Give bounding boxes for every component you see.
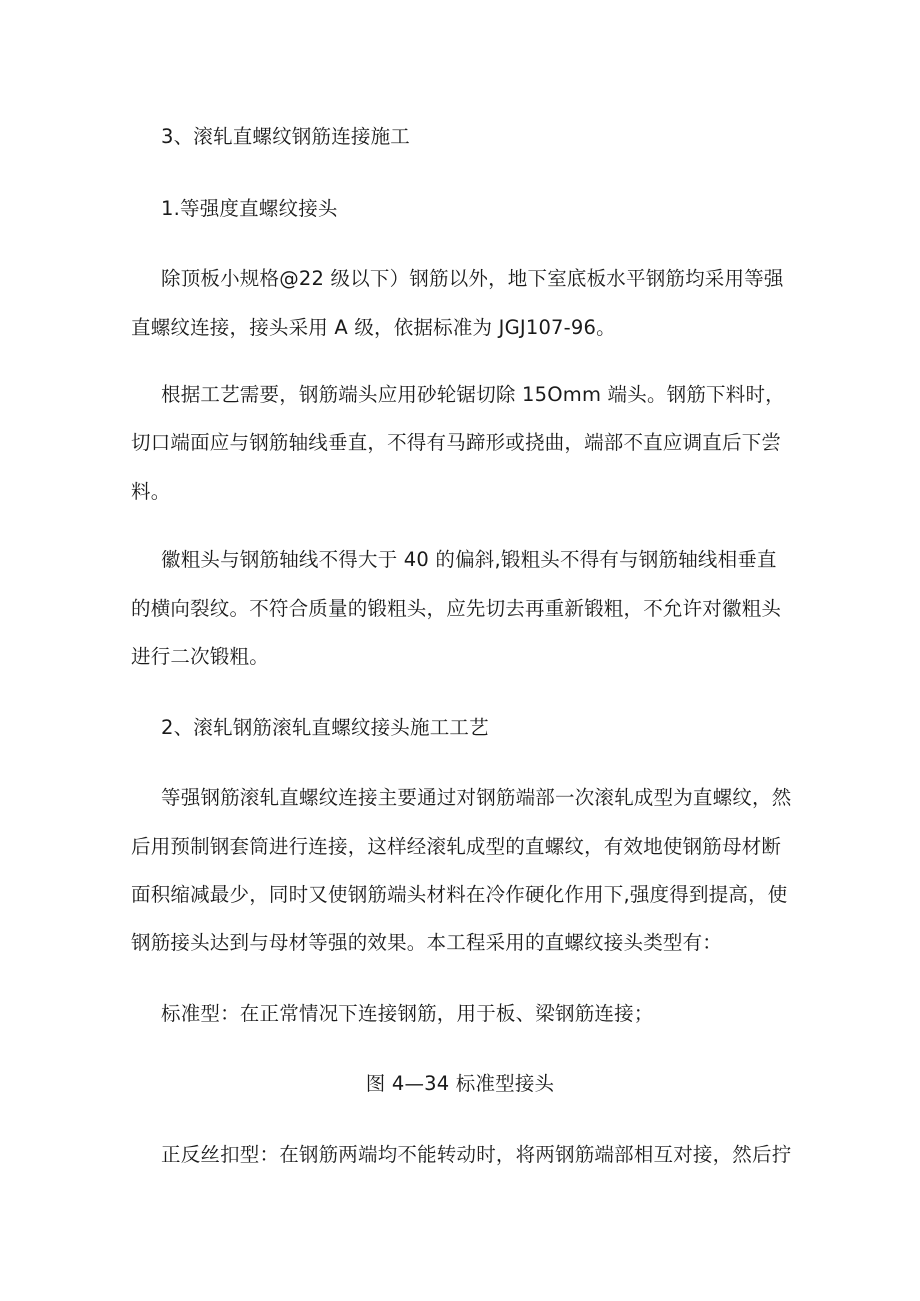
paragraph-3-line-2: 的横向裂纹。不符合质量的锻粗头，应先切去再重新锻粗，不允许对徽粗头	[131, 597, 782, 620]
paragraph-2-line-1: 根据工艺需要，钢筋端头应用砂轮锯切除 15Omm 端头。钢筋下料时，	[161, 383, 785, 406]
subsection-heading-2: 2、滚轧钢筋滚轧直螺纹接头施工工艺	[161, 716, 489, 739]
paragraph-4-line-1: 等强钢筋滚轧直螺纹连接主要通过对钢筋端部一次滚轧成型为直螺纹，然	[161, 786, 792, 809]
paragraph-5: 标准型：在正常情况下连接钢筋，用于板、梁钢筋连接；	[161, 1002, 654, 1025]
paragraph-4-line-2: 后用预制钢套筒进行连接，这样经滚轧成型的直螺纹，有效地使钢筋母材断	[131, 835, 782, 858]
figure-caption: 图 4—34 标准型接头	[365, 1072, 555, 1095]
paragraph-4-line-4: 钢筋接头达到与母材等强的效果。本工程采用的直螺纹接头类型有：	[131, 931, 723, 954]
paragraph-1-line-2: 直螺纹连接，接头采用 A 级，依据标准为 JGJ107-96。	[131, 316, 616, 339]
paragraph-2-line-3: 料。	[131, 480, 171, 503]
paragraph-6: 正反丝扣型：在钢筋两端均不能转动时，将两钢筋端部相互对接，然后拧	[161, 1143, 792, 1166]
paragraph-4-line-3: 面积缩减最少，同时又使钢筋端头材料在冷作硬化作用下,强度得到提高，使	[131, 883, 788, 906]
subsection-heading-1: 1.等强度直螺纹接头	[161, 197, 338, 220]
paragraph-3-line-1: 徽粗头与钢筋轴线不得大于 40 的偏斜,锻粗头不得有与钢筋轴线相垂直	[161, 548, 777, 571]
paragraph-1-line-1: 除顶板小规格@22 级以下）钢筋以外，地下室底板水平钢筋均采用等强	[161, 267, 784, 290]
paragraph-3-line-3: 进行二次锻粗。	[131, 645, 269, 668]
section-heading-3: 3、滚轧直螺纹钢筋连接施工	[161, 125, 411, 148]
paragraph-2-line-2: 切口端面应与钢筋轴线垂直，不得有马蹄形或挠曲，端部不直应调直后下尝	[131, 431, 782, 454]
